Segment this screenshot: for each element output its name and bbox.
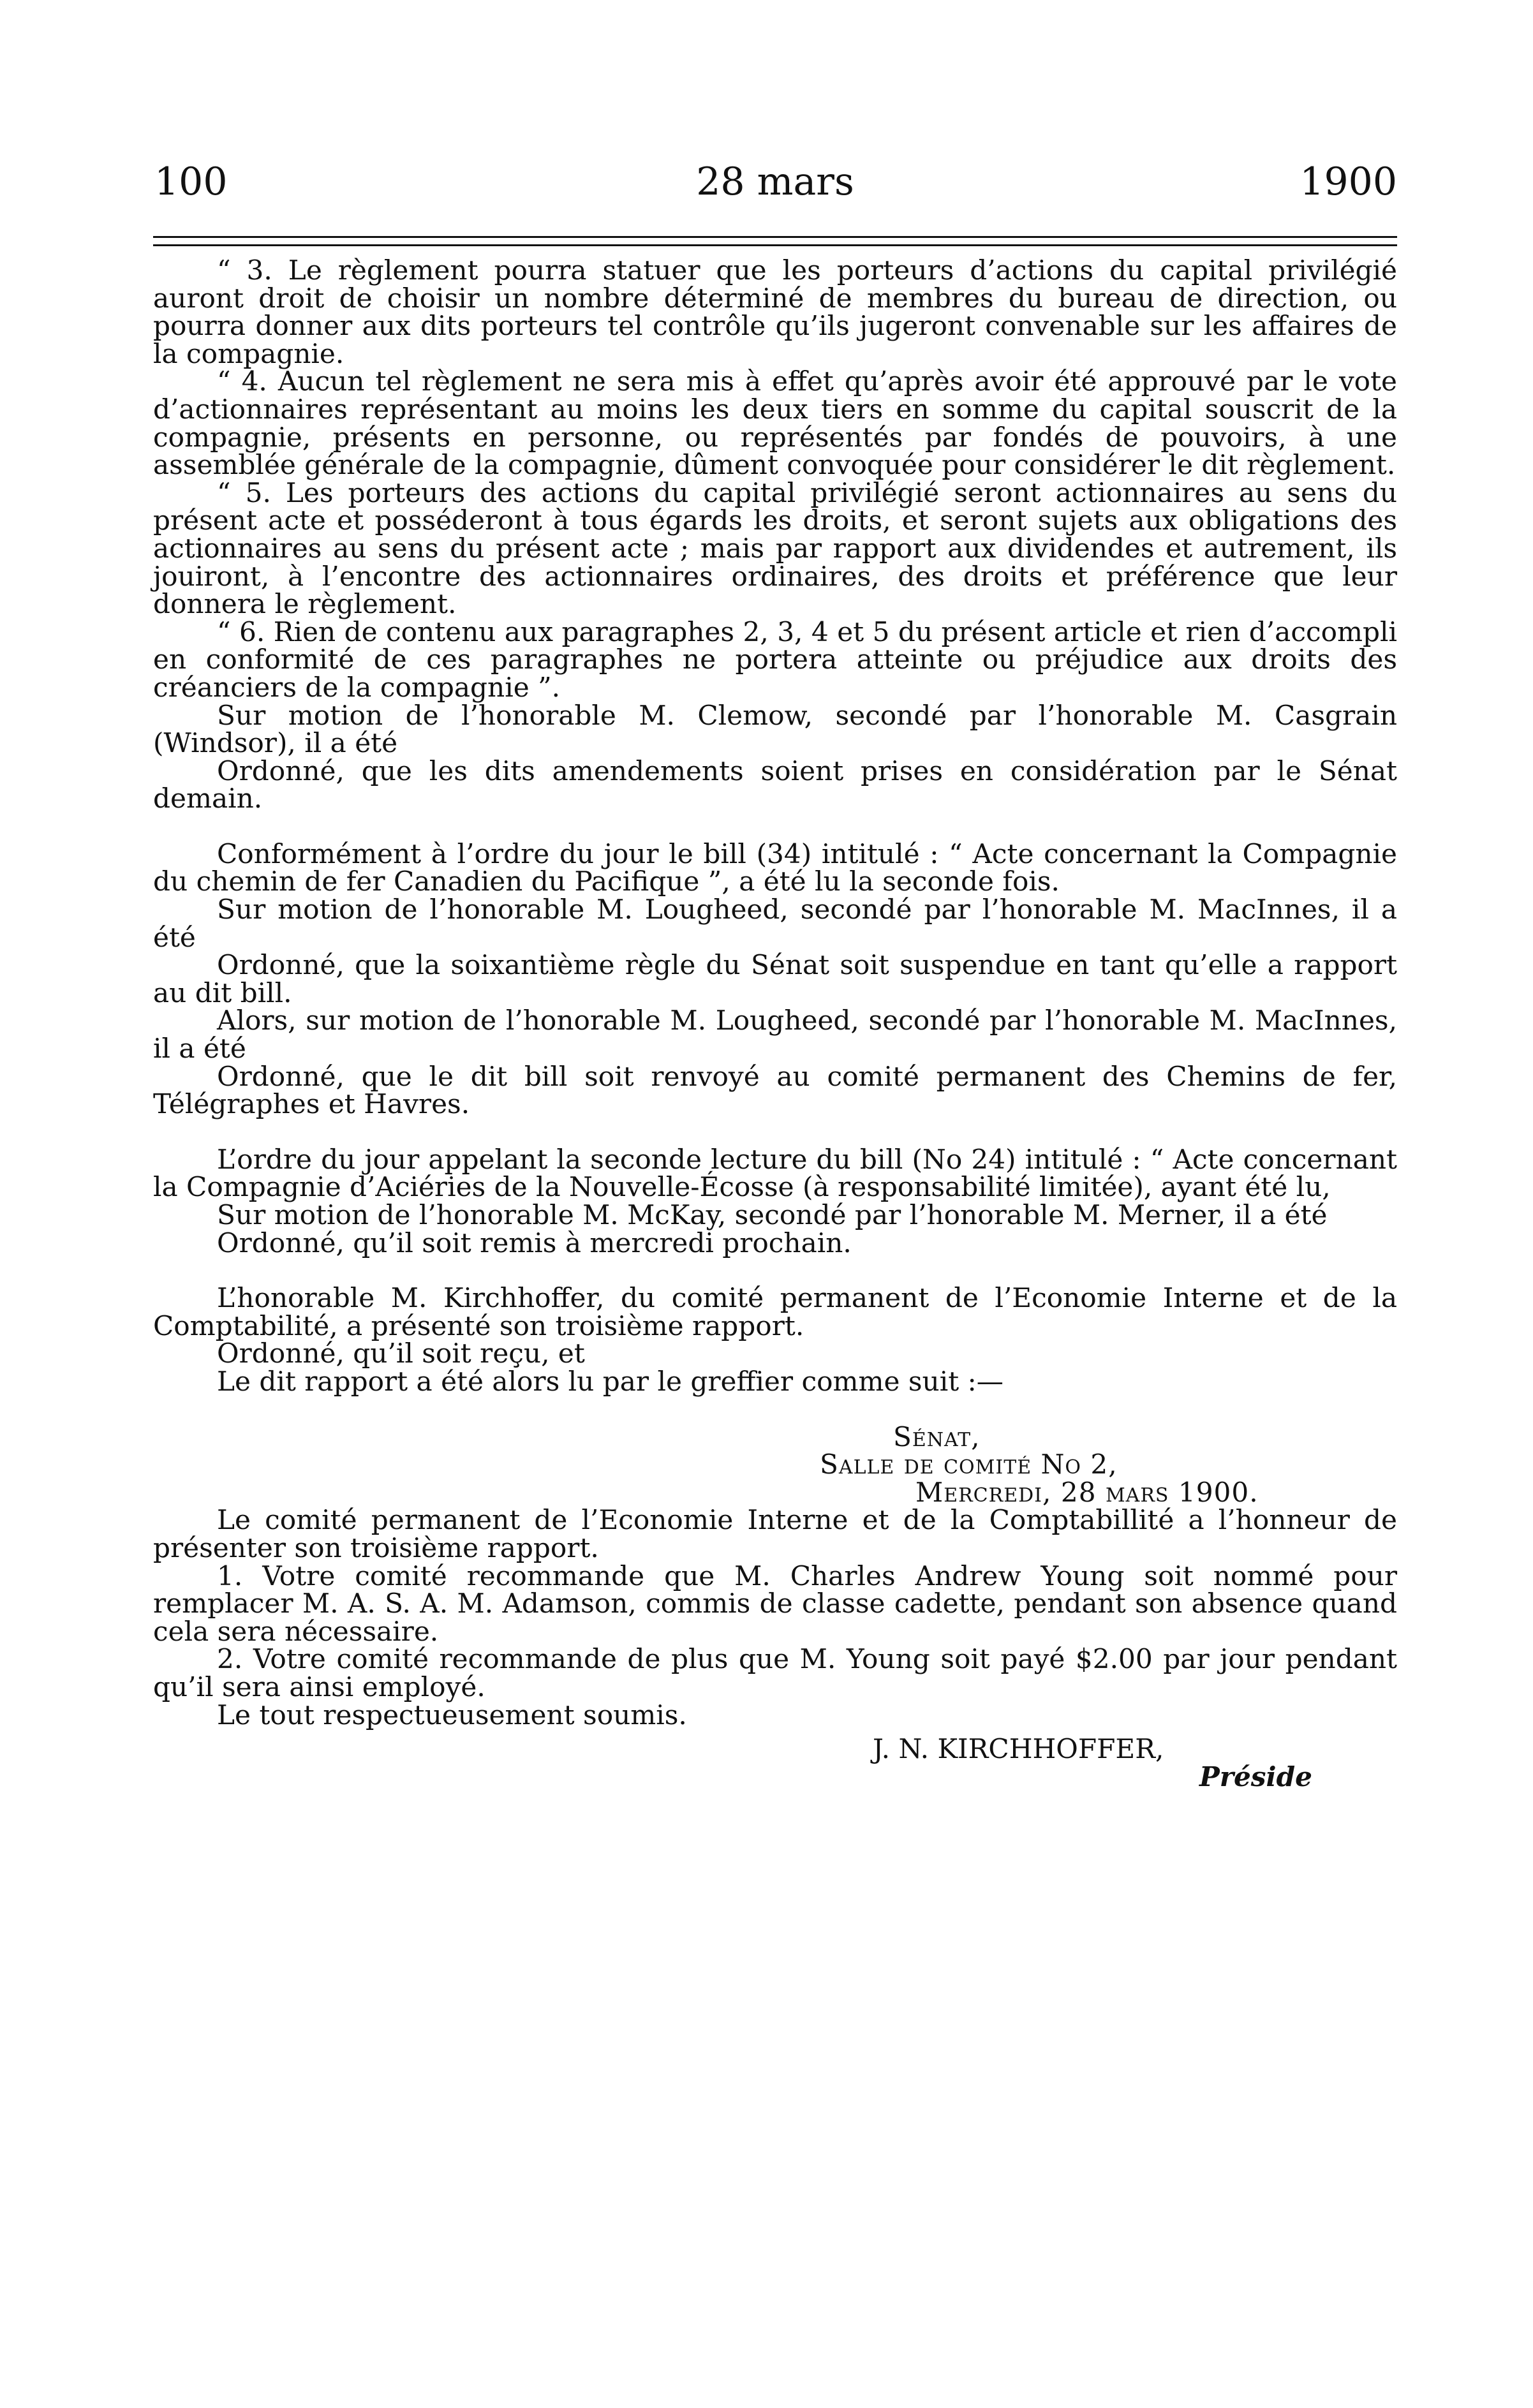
header-double-rule [153, 236, 1397, 246]
paragraph-order-wednesday: Ordonné, qu’il soit remis à mercredi prochain. [217, 1227, 852, 1259]
paragraph-bill-34: Conformément à l’ordre du jour le bill (34) intitulé : “ Acte concernant la Compagnie du chemin de fer Canadien du Pacifique ”, a été lu la seconde fois. [153, 838, 1397, 897]
paragraph-order-amendments: Ordonné, que les dits amendements soient prises en considération par le Sénat demain. [153, 755, 1397, 815]
page-body [153, 256, 1397, 1791]
report-heading [820, 1423, 1397, 1507]
report-date: Mercredi, 28 mars 1900. [915, 1476, 1259, 1508]
paragraph-motion-lougheed-2: Alors, sur motion de l’honorable M. Lougheed, secondé par l’honorable M. MacInnes, il a été [153, 1005, 1397, 1065]
paragraph-kirchhoffer-report: L’honorable M. Kirchhoffer, du comité permanent de l’Economie Interne et de la Comptabilité, a présenté son troisième rapport. [153, 1282, 1397, 1341]
paragraph-motion-mckay: Sur motion de l’honorable M. McKay, secondé par l’honorable M. Merner, il a été [217, 1199, 1328, 1230]
paragraph-report-read: Le dit rapport a été alors lu par le greffier comme suit :— [217, 1365, 1003, 1397]
page-header [153, 147, 1397, 217]
document-page [153, 147, 1397, 1791]
signature-name: J. N. KIRCHHOFFER, [873, 1733, 1164, 1765]
paragraph-section-6: “ 6. Rien de contenu aux paragraphes 2, 3, 4 et 5 du présent article et rien d’accompli en conformité de ces paragraphes ne portera atteinte ou préjudice aux droits des créanciers de la compagnie ”. [153, 616, 1397, 703]
paragraph-report-intro: Le comité permanent de l’Economie Interne et de la Comptabillité a l’honneur de présenter son troisième rapport. [153, 1504, 1397, 1563]
paragraph-motion-lougheed-1: Sur motion de l’honorable M. Lougheed, secondé par l’honorable M. MacInnes, il a été [153, 894, 1397, 953]
paragraph-motion-clemow: Sur motion de l’honorable M. Clemow, secondé par l’honorable M. Casgrain (Windsor), il a été [153, 699, 1397, 759]
report-senate: Sénat, [893, 1421, 981, 1452]
header-year: 1900 [1300, 159, 1397, 204]
header-date: 28 mars [696, 159, 854, 204]
paragraph-bill-24: L’ordre du jour appelant la seconde lecture du bill (No 24) intitulé : “ Acte concernant la Compagnie d’Aciéries de la Nouvelle-Écosse (à responsabilité limitée), ayant été lu, [153, 1143, 1397, 1203]
page-number: 100 [154, 159, 228, 204]
paragraph-report-item-1: 1. Votre comité recommande que M. Charles Andrew Young soit nommé pour remplacer M. A. S. A. M. Adamson, commis de classe cadette, pendant son absence quand cela sera nécessaire. [153, 1560, 1397, 1647]
report-room: Salle de comité No 2, [820, 1449, 1118, 1481]
paragraph-section-5: “ 5. Les porteurs des actions du capital privilégié seront actionnaires au sens du présent acte et posséderont à tous égards les droits, et seront sujets aux obligations des actionnaires au sens du présent acte ; mais par rapport aux dividendes et autrement, ils jouiront, à l’encontre des actionnaires ordinaires, des droits et préférence que leur donnera le règlement. [153, 476, 1397, 620]
paragraph-section-4: “ 4. Aucun tel règlement ne sera mis à effet qu’après avoir été approuvé par le vote d’actionnaires représentant au moins les deux tiers en somme du capital souscrit de la compagnie, présents en personne, ou représentés par fondés de pouvoirs, à une assemblée générale de la compagnie, dûment convoquée pour considérer le dit règlement. [153, 366, 1397, 481]
paragraph-order-rule-60: Ordonné, que la soixantième règle du Sénat soit suspendue en tant qu’elle a rapport au dit bill. [153, 949, 1397, 1008]
paragraph-report-item-2: 2. Votre comité recommande de plus que M. Young soit payé $2.00 par jour pendant qu’il sera ainsi employé. [153, 1643, 1397, 1703]
paragraph-section-3: “ 3. Le règlement pourra statuer que les porteurs d’actions du capital privilégié auront droit de choisir un nombre déterminé de membres du bureau de direction, ou pourra donner aux dits porteurs tel contrôle qu’ils jugeront convenable sur les affaires de la compagnie. [153, 255, 1397, 369]
paragraph-order-committee: Ordonné, que le dit bill soit renvoyé au comité permanent des Chemins de fer, Télégraphes et Havres. [153, 1060, 1397, 1120]
paragraph-report-closing: Le tout respectueusement soumis. [217, 1699, 687, 1731]
signature-title: Préside [1199, 1760, 1312, 1792]
paragraph-order-received: Ordonné, qu’il soit reçu, et [217, 1338, 585, 1370]
